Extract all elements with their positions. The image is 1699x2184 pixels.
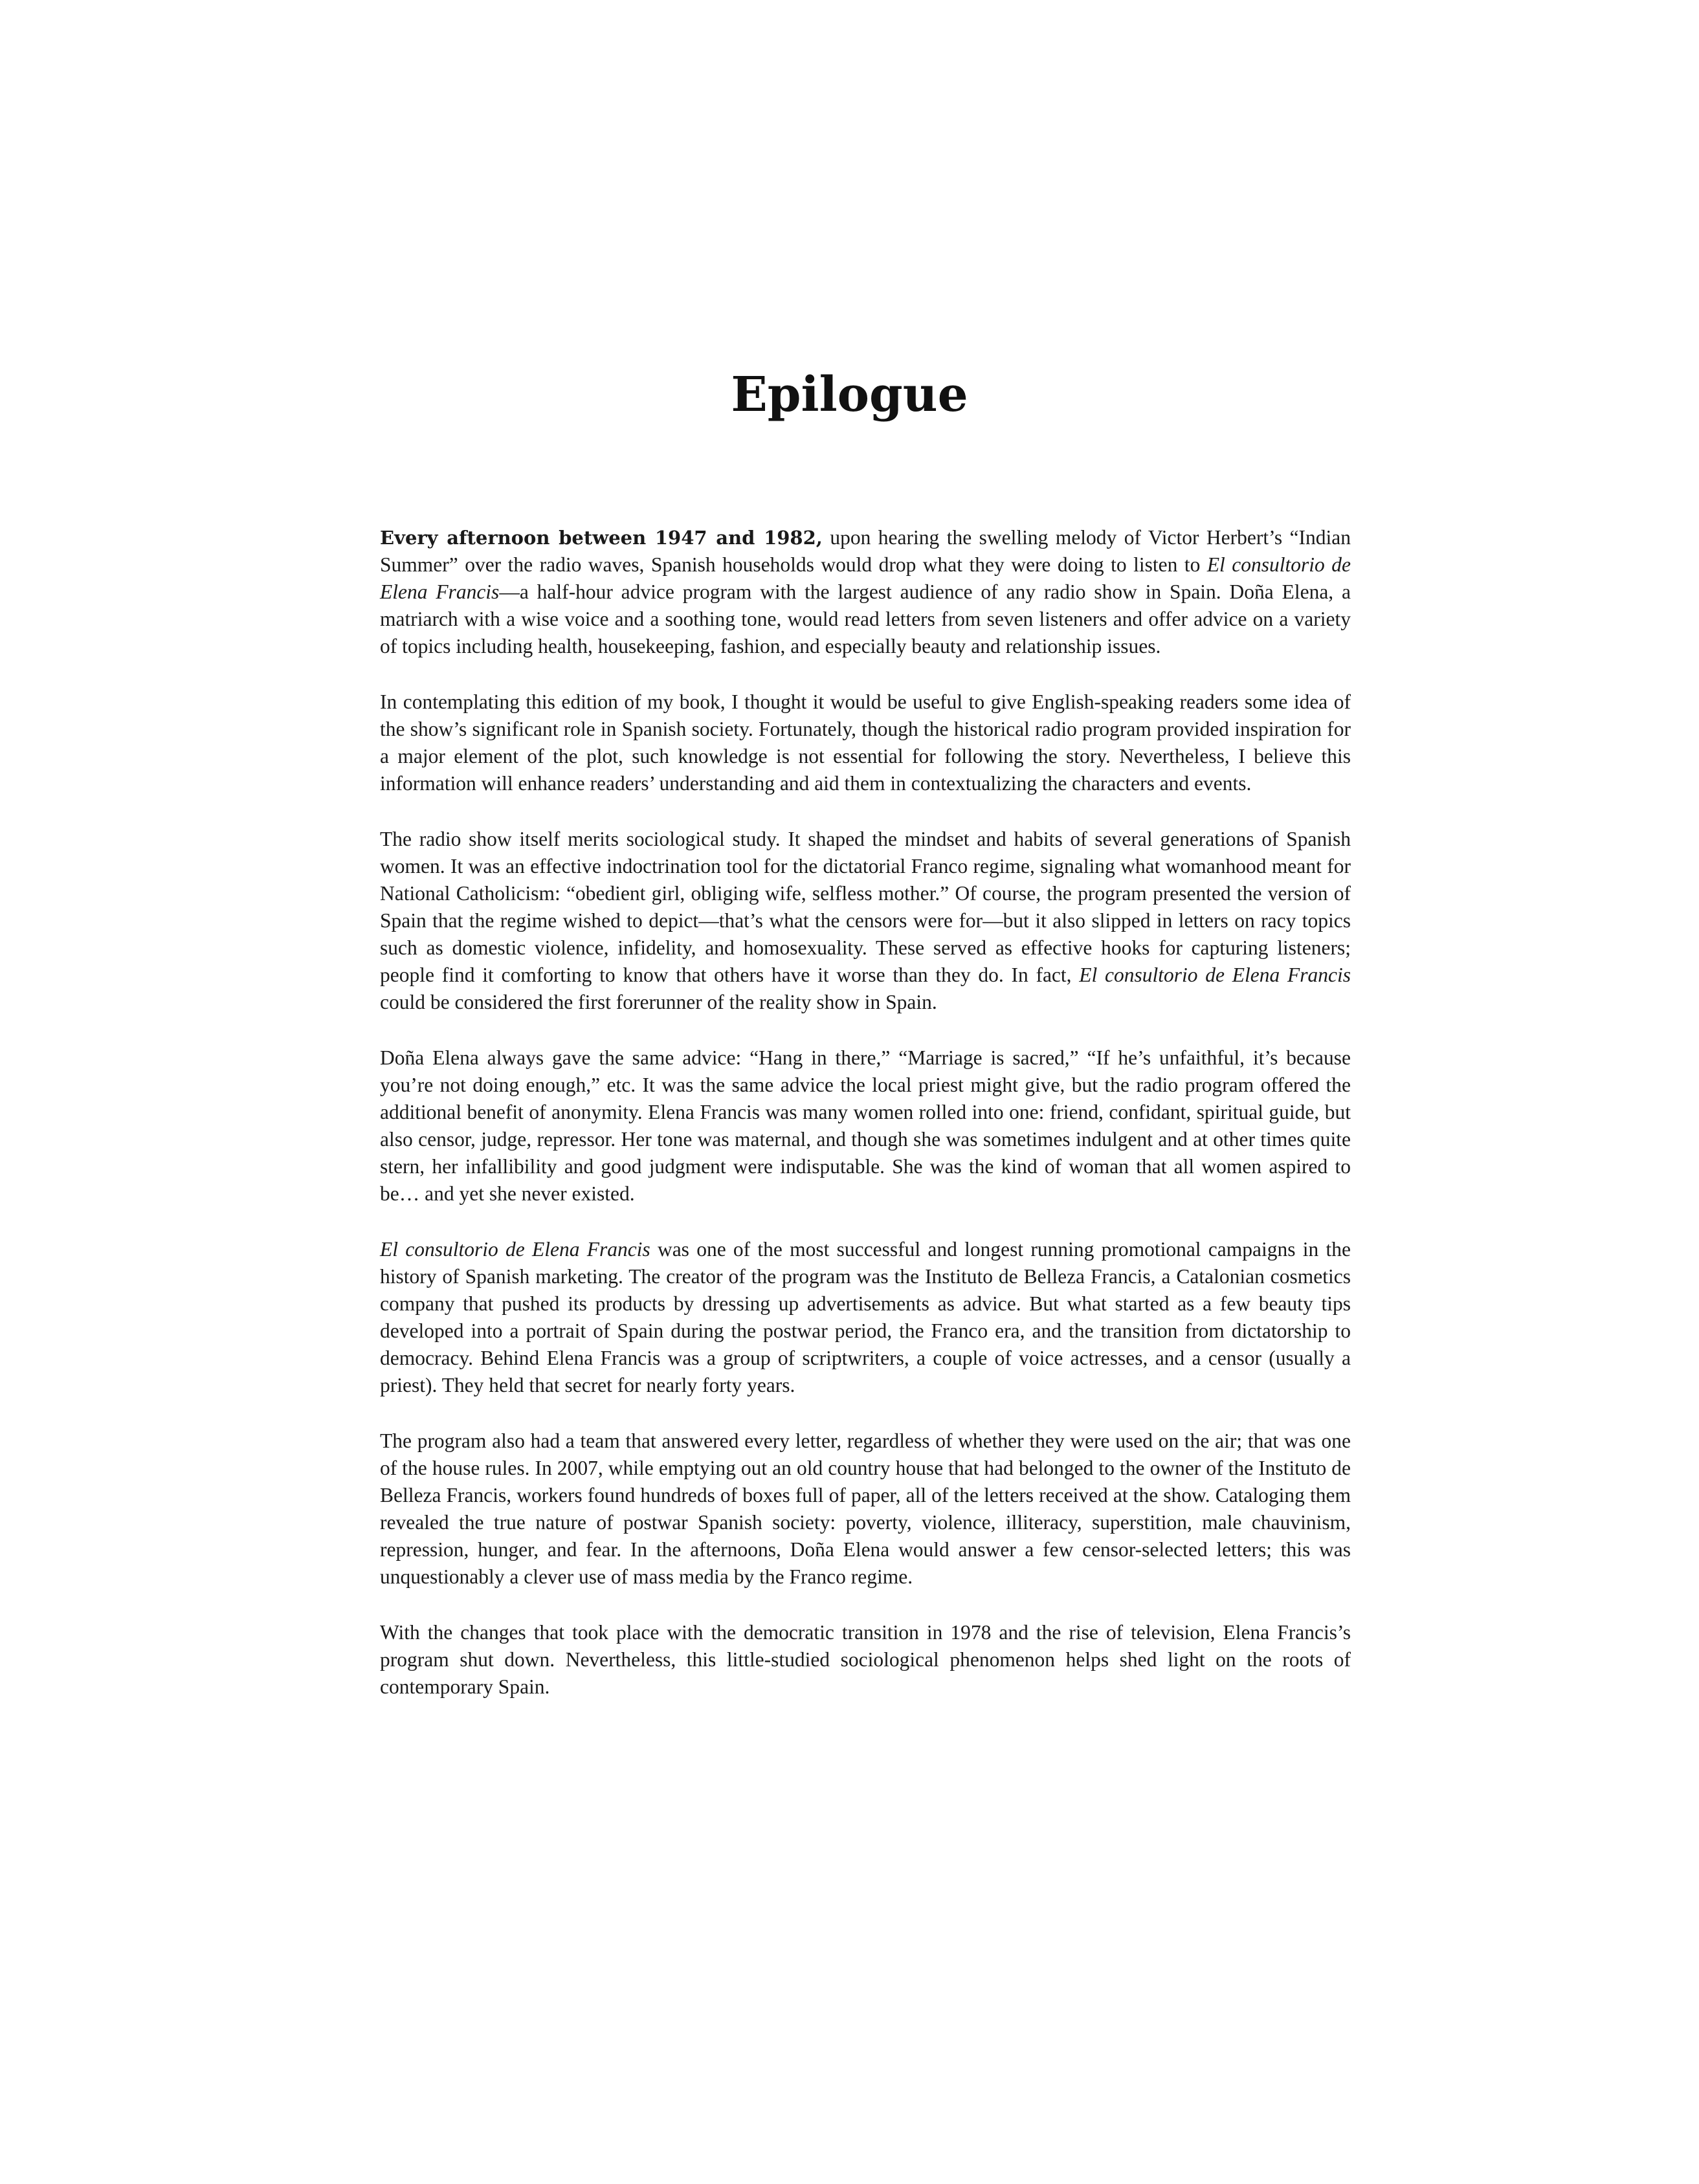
show-title-italic: El consultorio de Elena Francis	[1079, 964, 1351, 986]
paragraph-4	[380, 1044, 1351, 1208]
paragraph-text: could be considered the first forerunner of the reality show in Spain.	[380, 991, 937, 1013]
paragraph-text: was one of the most successful and longest running promotional campaigns in the history of Spanish marketing. The creator of the program was the Instituto de Belleza Francis, a Catalonian cosmetics company that pushed its products by dressing up advertisements as advice. But what started as a few beauty tips developed into a portrait of Spain during the postwar period, the Franco era, and the transition from dictatorship to democracy. Behind Elena Francis was a group of scriptwriters, a couple of voice actresses, and a censor (usually a priest). They held that secret for nearly forty years.	[380, 1238, 1351, 1396]
paragraph-7	[380, 1619, 1351, 1701]
show-title-italic: El consultorio de Elena Francis	[380, 1238, 650, 1261]
paragraph-text: In contemplating this edition of my book, I thought it would be useful to give English-speaking readers some idea of the show’s significant role in Spanish society. Fortunately, though the historical radio program provided inspiration for a major element of the plot, such knowledge is not essential for following the story. Nevertheless, I believe this information will enhance readers’ understanding and aid them in contextualizing the characters and events.	[380, 690, 1351, 795]
chapter-title: Epilogue	[731, 367, 968, 423]
paragraph-5	[380, 1236, 1351, 1399]
paragraph-text: The radio show itself merits sociological study. It shaped the mindset and habits of several generations of Spanish women. It was an effective indoctrination tool for the dictatorial Franco regime, signaling what womanhood meant for National Catholicism: “obedient girl, obliging wife, selfless mother.” Of course, the program presented the version of Spain that the regime wished to depict—that’s what the censors were for—but it also slipped in letters on racy topics such as domestic violence, infidelity, and homosexuality. These served as effective hooks for capturing listeners; people find it comforting to know that others have it worse than they do. In fact,	[380, 828, 1351, 986]
paragraph-3	[380, 826, 1351, 1016]
paragraph-2	[380, 689, 1351, 797]
paragraph-1	[380, 524, 1351, 660]
show-title-italic: El consultorio de Elena Francis	[380, 553, 1351, 603]
paragraph-text: The program also had a team that answered every letter, regardless of whether they were used on the air; that was one of the house rules. In 2007, while emptying out an old country house that had belonged to the owner of the Instituto de Belleza Francis, workers found hundreds of boxes full of paper, all of the letters received at the show. Cataloging them revealed the true nature of postwar Spanish society: poverty, violence, illiteracy, superstition, male chauvinism, repression, hunger, and fear. In the afternoons, Doña Elena would answer a few censor-selected letters; this was unquestionably a clever use of mass media by the Franco regime.	[380, 1429, 1351, 1588]
paragraph-text: With the changes that took place with the democratic transition in 1978 and the rise of television, Elena Francis’s program shut down. Nevertheless, this little-studied sociological phenomenon helps shed light on the roots of contemporary Spain.	[380, 1621, 1351, 1698]
paragraph-text: upon hearing the swelling melody of Victor Herbert’s “Indian Summer” over the radio waves, Spanish households would drop what they were doing to listen to	[380, 526, 1351, 576]
paragraph-text: Doña Elena always gave the same advice: “Hang in there,” “Marriage is sacred,” “If he’s unfaithful, it’s because you’re not doing enough,” etc. It was the same advice the local priest might give, but the radio program offered the additional benefit of anonymity. Elena Francis was many women rolled into one: friend, confidant, spiritual guide, but also censor, judge, repressor. Her tone was maternal, and though she was sometimes indulgent and at other times quite stern, her infallibility and good judgment were indisputable. She was the kind of woman that all women aspired to be… and yet she never existed.	[380, 1046, 1351, 1205]
lead-in-text: Every afternoon between 1947 and 1982,	[380, 527, 823, 549]
epilogue-body	[380, 524, 1351, 1729]
paragraph-text: —a half-hour advice program with the largest audience of any radio show in Spain. Doña Elena, a matriarch with a wise voice and a soothing tone, would read letters from seven listeners and offer advice on a variety of topics including health, housekeeping, fashion, and especially beauty and relationship issues.	[380, 580, 1351, 657]
paragraph-6	[380, 1428, 1351, 1591]
